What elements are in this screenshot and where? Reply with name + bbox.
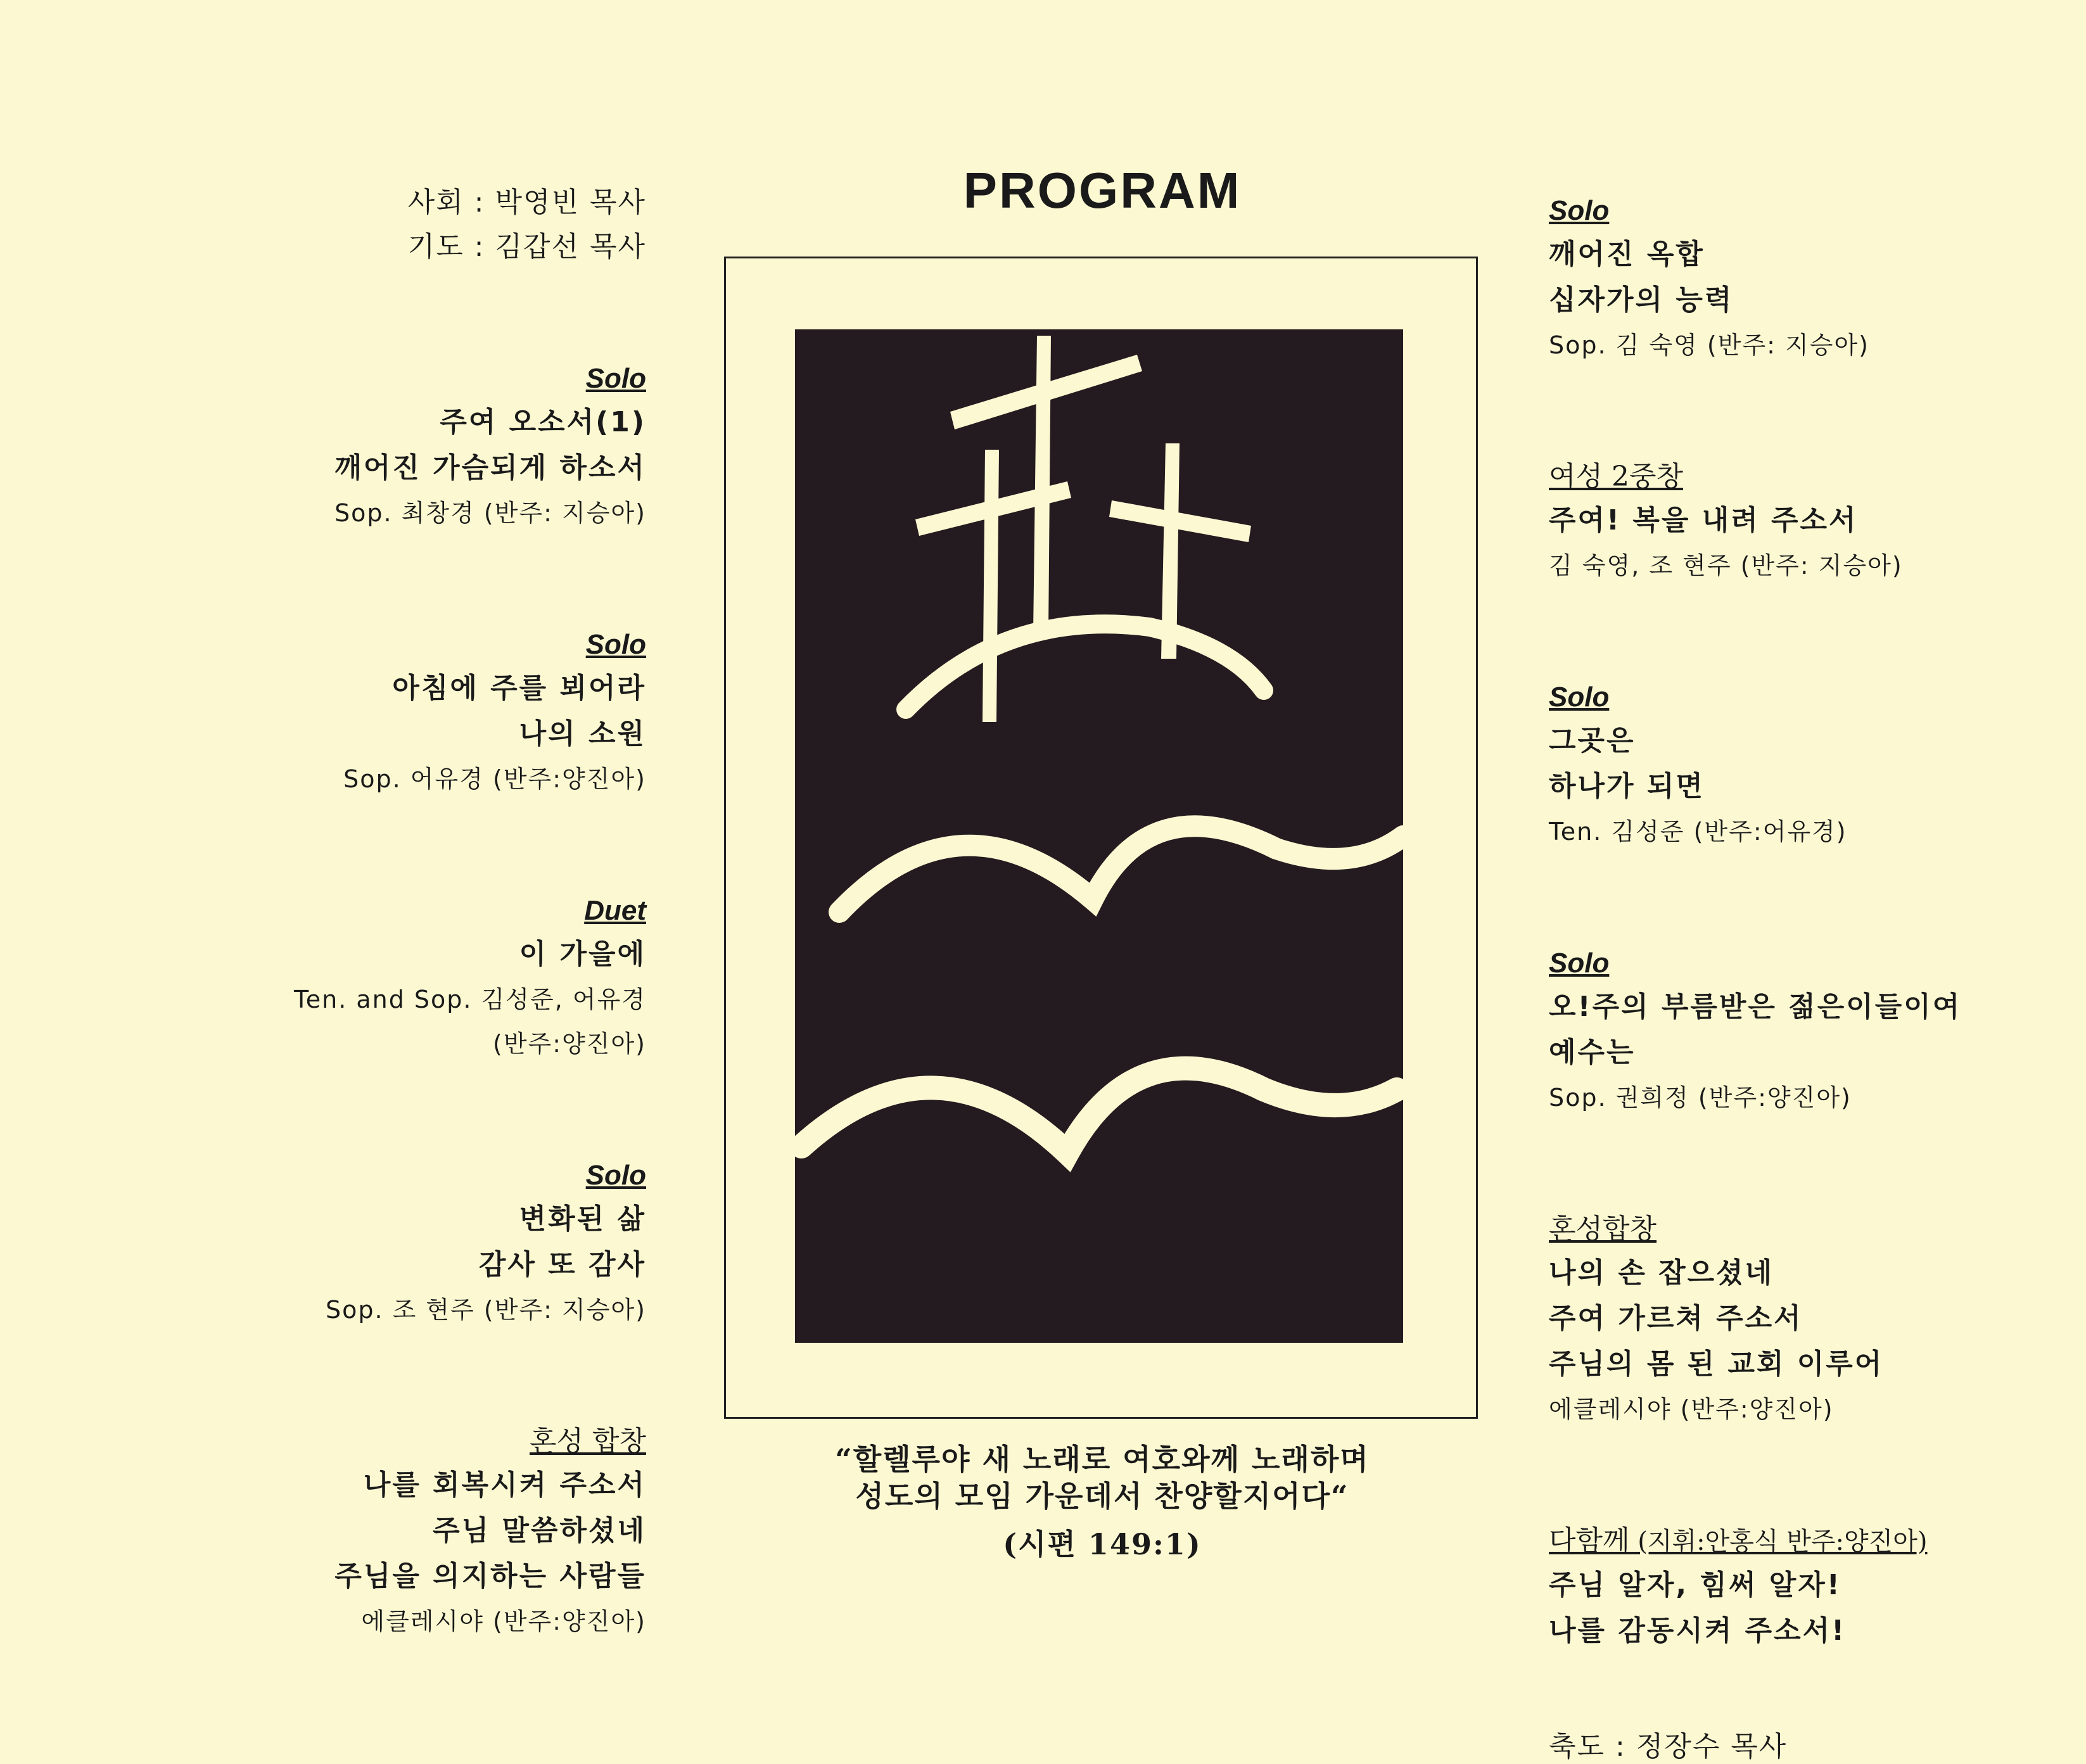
- song-title: 변화된 삶: [519, 1203, 646, 1235]
- song-title: 나의 소원: [519, 718, 646, 750]
- program-section: [1549, 1209, 2068, 1431]
- program-section: [1549, 942, 2068, 1120]
- song-title: 주여 가르쳐 주소서: [1549, 1302, 1803, 1335]
- song-title: 주님을 의지하는 사람들: [334, 1560, 646, 1592]
- section-heading-label: Solo: [1549, 682, 1610, 713]
- song-title: 감사 또 감사: [478, 1248, 646, 1281]
- blessing-line: 축도 : 정장수 목사: [1549, 1730, 1788, 1763]
- performer-line: 에클레시야 (반주:양진아): [1549, 1395, 1834, 1423]
- section-heading: [127, 890, 646, 932]
- song-title: 깨어진 옥합: [1549, 238, 1705, 270]
- section-heading-label: 다함께: [1549, 1525, 1630, 1557]
- song-title: 이 가을에: [519, 938, 646, 970]
- left-sections: [127, 358, 646, 1644]
- prayer-line: 기도 : 김갑선 목사: [407, 231, 646, 263]
- section-heading-label: Duet: [584, 895, 646, 926]
- section-heading-label: 혼성합창: [1549, 1213, 1657, 1245]
- song-title: 주님 알자, 힘써 알자!: [1549, 1569, 1841, 1601]
- song-title: 나를 감동시켜 주소서!: [1549, 1615, 1847, 1647]
- song-title: 나의 손 잡으셨네: [1549, 1257, 1774, 1289]
- section-heading: [127, 1421, 646, 1463]
- section-heading-label: 여성 2중창: [1549, 460, 1683, 493]
- performer-line: Sop. 최창경 (반주: 지승아): [334, 499, 646, 527]
- section-heading: [127, 358, 646, 400]
- program-section: [127, 1421, 646, 1644]
- performer-line: Sop. 어유경 (반주:양진아): [343, 765, 646, 793]
- verse-line-1: “할렐루야 새 노래로 여호와께 노래하며: [835, 1442, 1370, 1476]
- section-heading-label: Solo: [585, 363, 646, 394]
- song-title: 주님의 몸 된 교회 이루어: [1549, 1348, 1884, 1380]
- performer-line: (반주:양진아): [493, 1030, 646, 1058]
- section-heading: [1549, 1520, 2068, 1563]
- left-column: [127, 181, 646, 1644]
- program-section: [127, 624, 646, 801]
- performer-line: Ten. 김성준 (반주:어유경): [1549, 818, 1847, 846]
- program-section: [127, 1155, 646, 1332]
- section-heading-label: 혼성 합창: [529, 1425, 646, 1457]
- verse-reference: (시편 149:1): [1003, 1527, 1202, 1561]
- section-heading-extra: (지휘:안홍식 반주:양진아): [1629, 1527, 1928, 1556]
- section-heading-label: Solo: [585, 629, 646, 660]
- song-title: 오!주의 부름받은 젊은이들이여: [1549, 991, 1962, 1023]
- performer-line: Ten. and Sop. 김성준, 어유경: [293, 986, 646, 1013]
- performer-line: Sop. 권희정 (반주:양진아): [1549, 1084, 1852, 1112]
- program-title: PROGRAM: [963, 162, 1242, 219]
- section-heading: [1549, 676, 2068, 718]
- song-title: 하나가 되면: [1549, 770, 1705, 803]
- host-line: 사회 : 박영빈 목사: [407, 186, 646, 219]
- song-title: 주님 말씀하셨네: [433, 1514, 646, 1547]
- section-heading-label: Solo: [1549, 195, 1610, 226]
- performer-line: 김 숙영, 조 현주 (반주: 지승아): [1549, 552, 1903, 580]
- song-title: 그곳은: [1549, 725, 1636, 757]
- program-section: [127, 358, 646, 535]
- performer-line: Sop. 김 숙영 (반주: 지승아): [1549, 331, 1870, 359]
- song-title: 십자가의 능력: [1549, 284, 1734, 316]
- three-crosses-on-hills-icon: [795, 329, 1403, 1343]
- song-title: 깨어진 가슴되게 하소서: [334, 452, 646, 484]
- song-title: 예수는: [1549, 1036, 1636, 1069]
- section-heading: [1549, 1209, 2068, 1250]
- section-heading: [127, 1155, 646, 1196]
- section-heading: [1549, 456, 2068, 498]
- verse-line-2: 성도의 모임 가운데서 찬양할지어다“: [855, 1479, 1349, 1513]
- section-heading-label: Solo: [1549, 948, 1610, 979]
- program-section: [1549, 676, 2068, 854]
- song-title: 주여 오소서(1): [440, 406, 646, 438]
- program-section: [1549, 190, 2068, 367]
- scripture-verse: [735, 1441, 1470, 1563]
- performer-line: 에클레시야 (반주:양진아): [361, 1608, 646, 1635]
- section-heading: [127, 624, 646, 666]
- program-section: [1549, 456, 2068, 588]
- right-column: [1549, 190, 2068, 1764]
- right-sections: [1549, 190, 2068, 1654]
- section-heading: [1549, 942, 2068, 984]
- section-heading-label: Solo: [585, 1160, 646, 1191]
- song-title: 아침에 주를 뵈어라: [392, 672, 646, 704]
- song-title: 나를 회복시켜 주소서: [363, 1469, 646, 1501]
- performer-line: Sop. 조 현주 (반주: 지승아): [325, 1296, 646, 1324]
- song-title: 주여! 복을 내려 주소서: [1549, 504, 1858, 536]
- program-section: [127, 890, 646, 1066]
- section-heading: [1549, 190, 2068, 232]
- program-section: [1549, 1520, 2068, 1654]
